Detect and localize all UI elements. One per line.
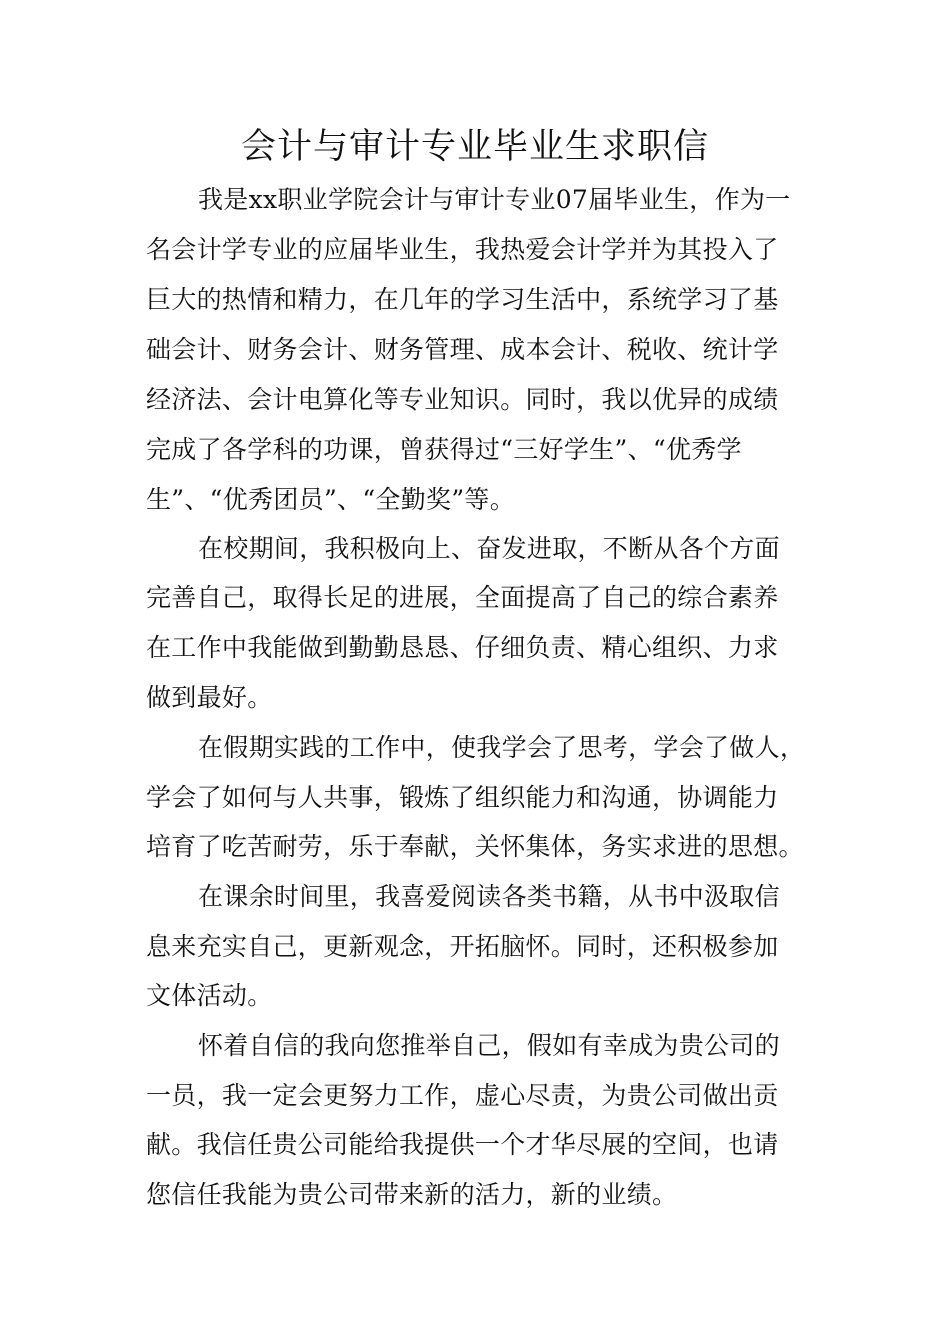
paragraph-line: 文体活动。 xyxy=(146,981,273,1010)
paragraph-line: 怀着自信的我向您推举自己，假如有幸成为贵公司的 xyxy=(198,1031,780,1060)
document-title: 会计与审计专业毕业生求职信 xyxy=(240,127,709,167)
paragraph-line: 做到最好。 xyxy=(146,683,273,712)
paragraph-line: 一员，我一定会更努力工作，虚心尽责，为贵公司做出贡 xyxy=(146,1081,779,1110)
paragraph-line: 在假期实践的工作中，使我学会了思考，学会了做人， xyxy=(198,733,806,762)
paragraph-line: 在课余时间里，我喜爱阅读各类书籍，从书中汲取信 xyxy=(198,882,780,911)
paragraph-line: 经济法、会计电算化等专业知识。同时，我以优异的成绩 xyxy=(146,385,779,414)
paragraph-line: 完成了各学科的功课，曾获得过“三好学生”、“优秀学 xyxy=(146,435,742,464)
paragraph-line: 名会计学专业的应届毕业生，我热爱会计学并为其投入了 xyxy=(146,235,779,264)
paragraph-line: 在工作中我能做到勤勤恳恳、仔细负责、精心组织、力求 xyxy=(146,633,779,662)
paragraph-line: 您信任我能为贵公司带来新的活力，新的业绩。 xyxy=(146,1180,678,1209)
paragraph-line: 础会计、财务会计、财务管理、成本会计、税收、统计学 xyxy=(146,335,779,364)
paragraph-line: 学会了如何与人共事，锻炼了组织能力和沟通，协调能力 xyxy=(146,783,779,812)
paragraph-line: 培育了吃苦耐劳，乐于奉献，关怀集体，务实求进的思想。 xyxy=(146,832,804,861)
paragraph-line: 献。我信任贵公司能给我提供一个才华尽展的空间，也请 xyxy=(146,1130,779,1159)
paragraph-line: 巨大的热情和精力，在几年的学习生活中，系统学习了基 xyxy=(146,285,779,314)
paragraph-line: 生”、“优秀团员”、“全勤奖”等。 xyxy=(146,485,516,514)
paragraph-line: 在校期间，我积极向上、奋发进取，不断从各个方面 xyxy=(198,534,780,563)
paragraph-line: 完善自己，取得长足的进展，全面提高了自己的综合素养 xyxy=(146,583,779,612)
paragraph-line: 息来充实自己，更新观念，开拓脑怀。同时，还积极参加 xyxy=(146,932,779,961)
paragraph-line: 我是xx职业学院会计与审计专业07届毕业生，作为一 xyxy=(198,185,791,214)
